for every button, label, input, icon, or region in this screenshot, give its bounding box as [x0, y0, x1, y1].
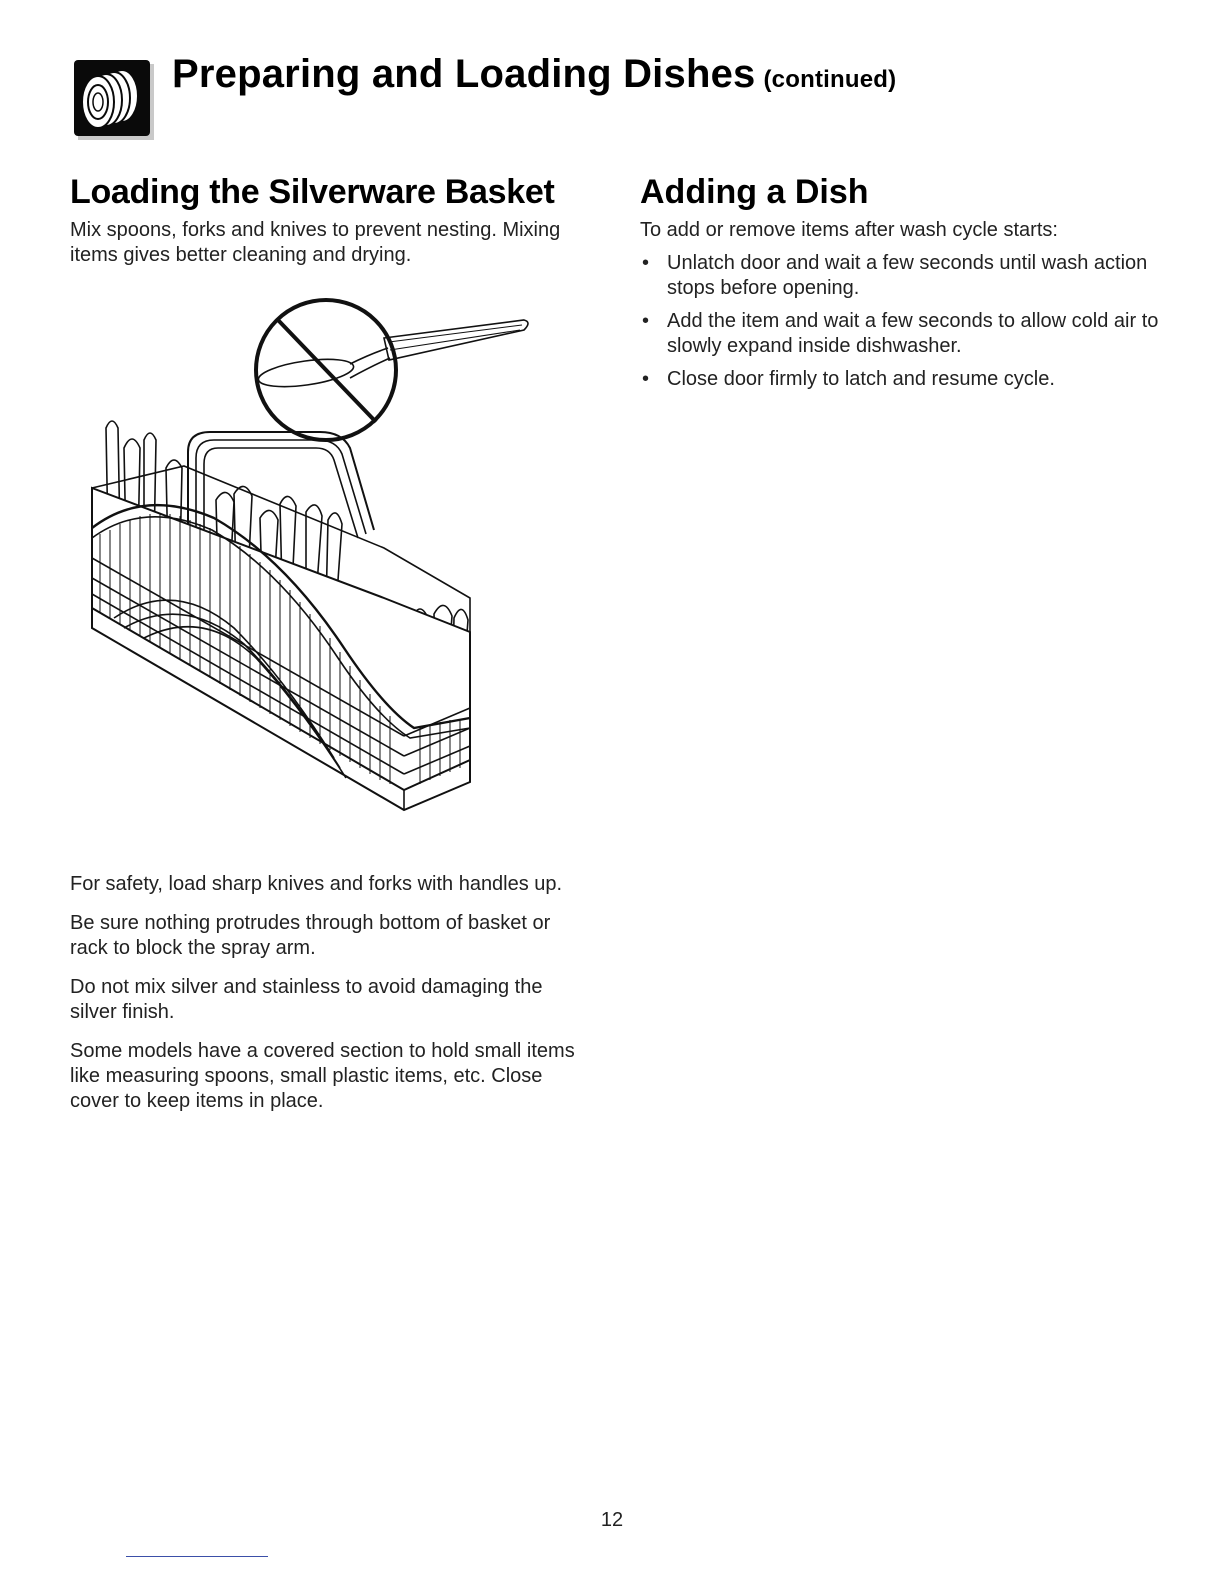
page-title-text: Preparing and Loading Dishes [172, 52, 756, 96]
silverware-section [70, 172, 580, 268]
list-item-text: Unlatch door and wait a few seconds until wash action stops before opening. [667, 252, 1148, 299]
silverware-intro: Mix spoons, forks and knives to prevent nesting. Mixing items gives better cleaning and drying. [70, 219, 561, 266]
adding-dish-heading: Adding a Dish [640, 173, 869, 211]
page-title [172, 52, 896, 97]
note-paragraph: Some models have a covered section to hold small items like measuring spoons, small plastic items, etc. Close cover to keep items in place. [70, 1040, 575, 1112]
note-paragraph: For safety, load sharp knives and forks with handles up. [70, 873, 563, 895]
list-item [640, 367, 1160, 392]
page-title-suffix: (continued) [763, 66, 897, 93]
silverware-basket-illustration [84, 298, 544, 818]
bullet-icon: • [642, 310, 650, 332]
adding-dish-section [640, 172, 1160, 400]
bullet-icon: • [642, 252, 650, 274]
adding-dish-steps [640, 251, 1160, 392]
dishes-icon [74, 60, 156, 142]
page-number: 12 [600, 1509, 624, 1531]
list-item [640, 251, 1160, 301]
adding-dish-intro: To add or remove items after wash cycle starts: [640, 219, 1058, 241]
bullet-icon: • [642, 368, 650, 390]
list-item [640, 309, 1160, 359]
footer-divider [126, 1556, 268, 1557]
note-paragraph: Do not mix silver and stainless to avoid damaging the silver finish. [70, 976, 543, 1023]
list-item-text: Close door firmly to latch and resume cycle. [667, 368, 1055, 390]
silverware-heading: Loading the Silverware Basket [70, 173, 555, 211]
note-paragraph: Be sure nothing protrudes through bottom of basket or rack to block the spray arm. [70, 912, 551, 959]
list-item-text: Add the item and wait a few seconds to allow cold air to slowly expand inside dishwasher. [667, 310, 1159, 357]
silverware-notes [70, 872, 580, 1128]
no-nesting-icon [256, 300, 528, 440]
